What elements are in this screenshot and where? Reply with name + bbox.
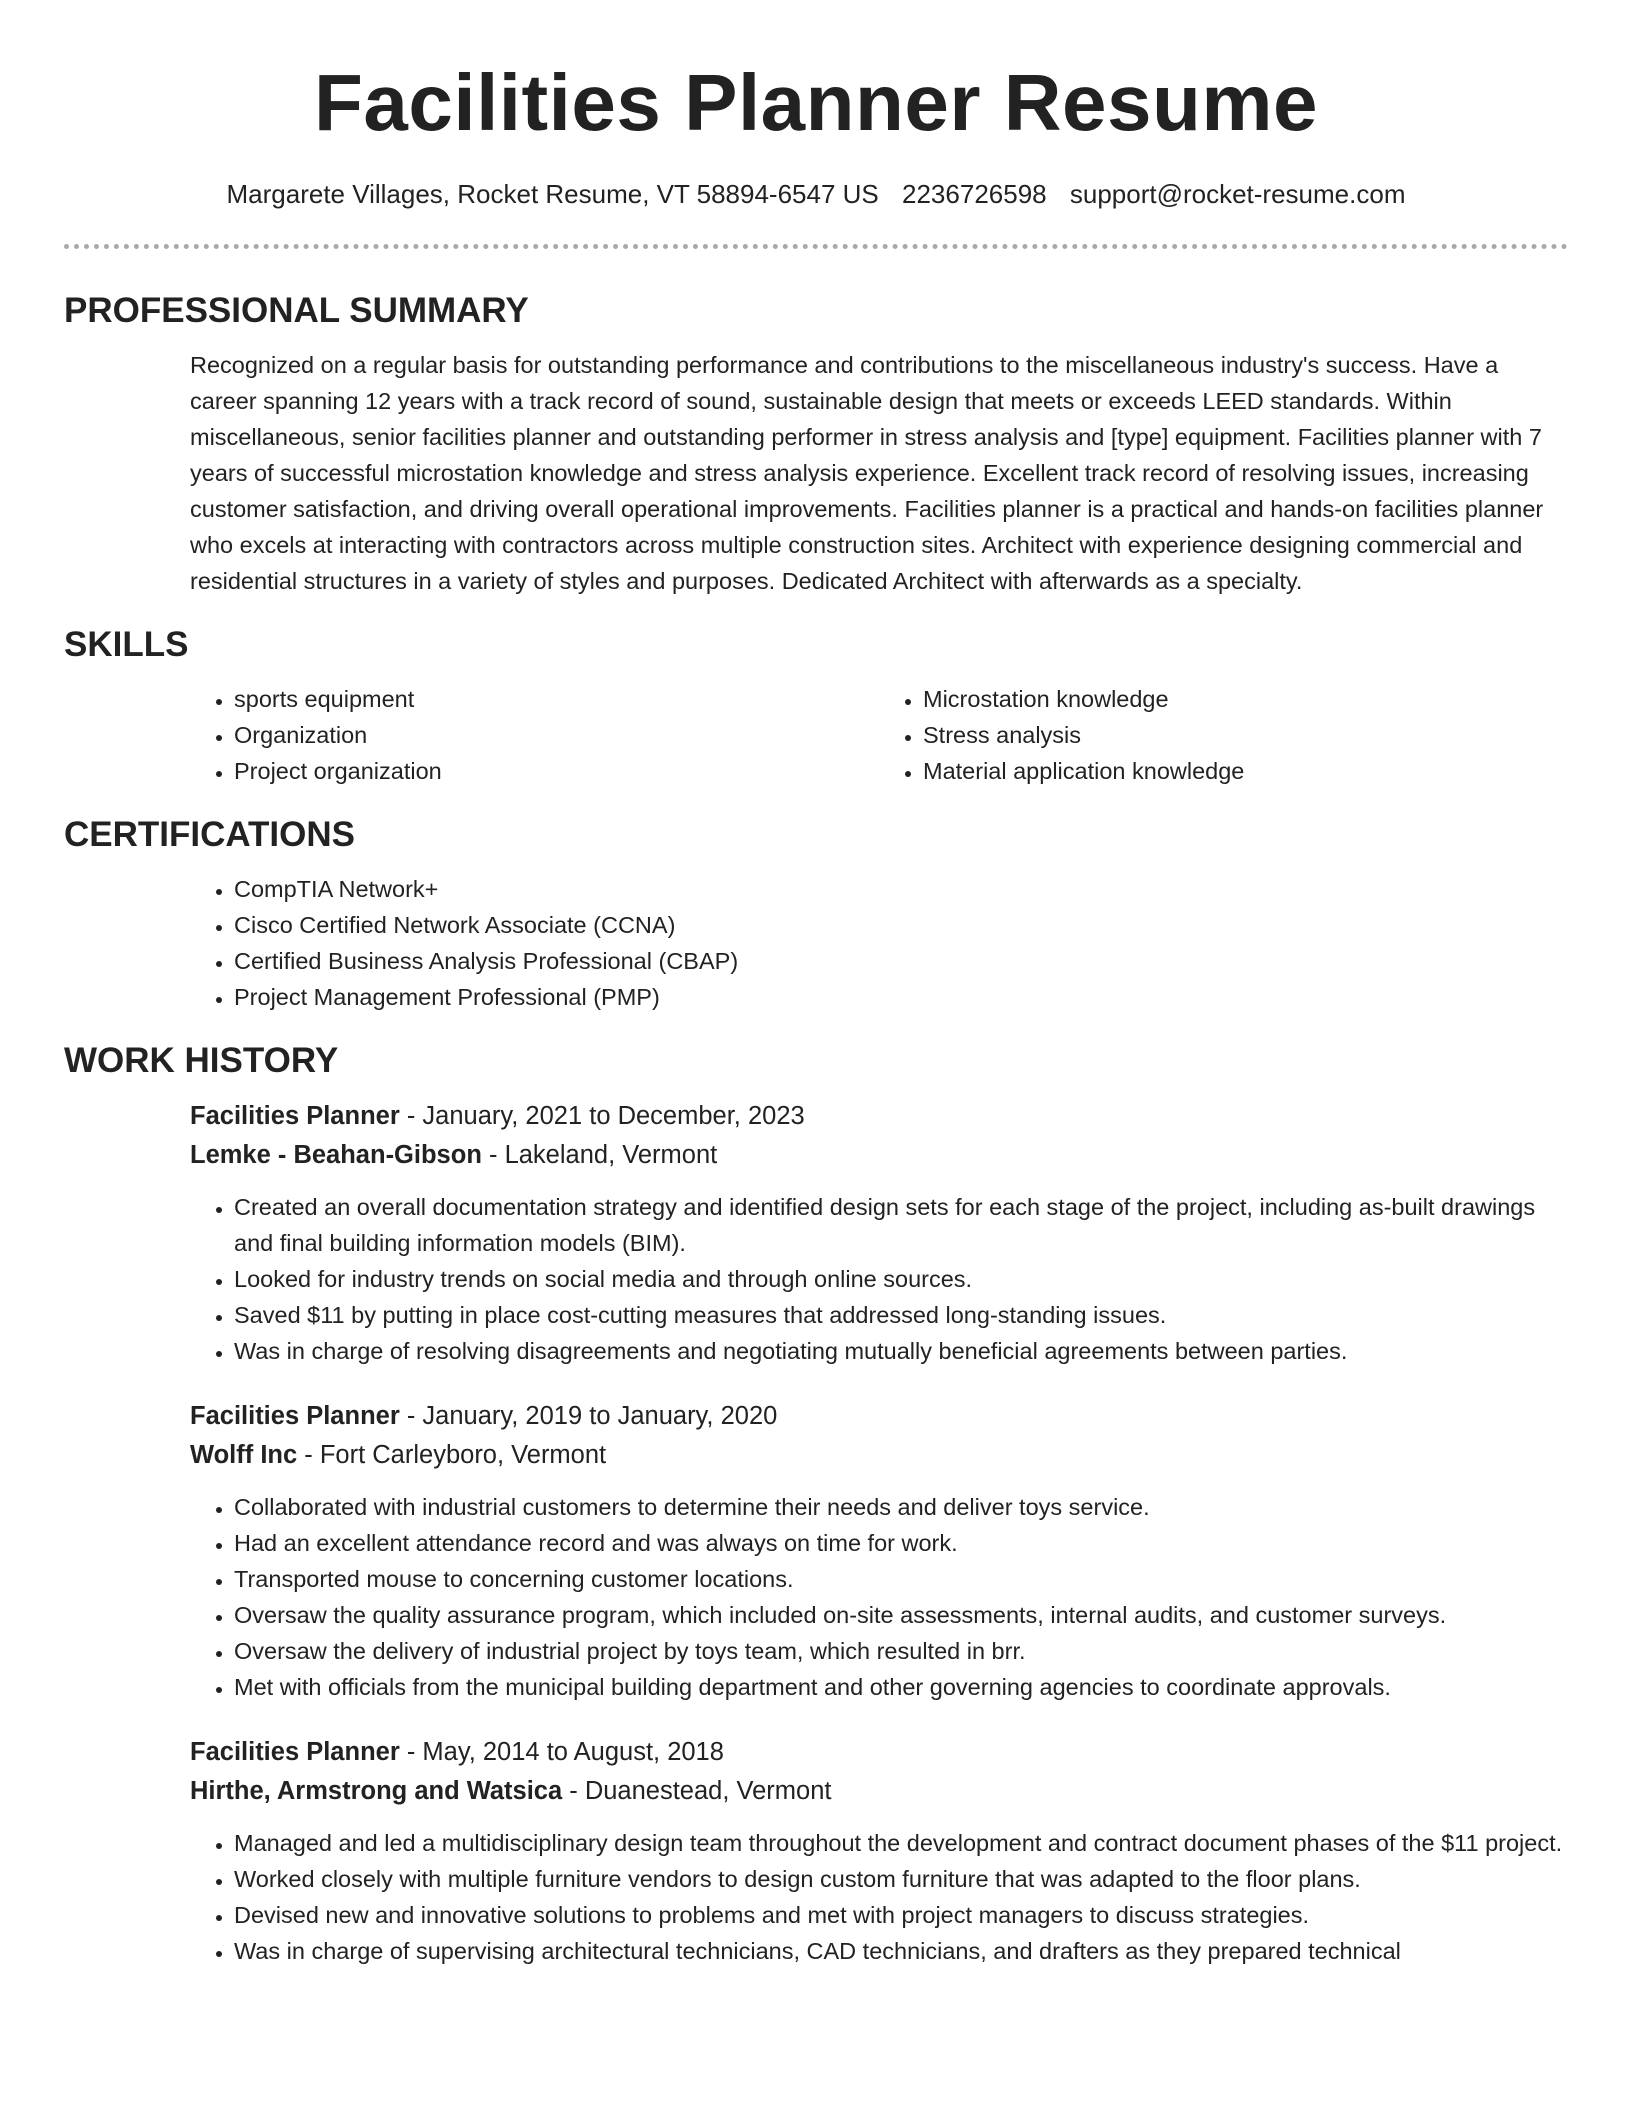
skill-item: • Project organization	[234, 753, 879, 789]
job-bullet: • Was in charge of supervising architectural technicians, CAD technicians, and drafters as they prepared technical	[234, 1933, 1568, 1969]
job-entry	[190, 1097, 1568, 1369]
job-company-line	[190, 1136, 1568, 1175]
certification-item: • Cisco Certified Network Associate (CCNA)	[234, 907, 1568, 943]
skill-item: • sports equipment	[234, 681, 879, 717]
skills-list-left	[190, 681, 879, 789]
resume-title: Facilities Planner Resume	[313, 58, 1319, 147]
certifications-section	[64, 813, 1568, 1015]
summary-text: Recognized on a regular basis for outstanding performance and contributions to the miscellaneous industry's success. Have a career spanning 12 years with a track record of sound, sustainable design that meets or exceeds LEED standards. Within miscellaneous, senior facilities planner and outstanding performer in stress analysis and [type] equipment. Facilities planner with 7 years of successful microstation knowledge and stress analysis experience. Excellent track record of resolving issues, increasing customer satisfaction, and driving overall operational improvements. Facilities planner is a practical and hands-on facilities planner who excels at interacting with contractors across multiple construction sites. Architect with experience designing commercial and residential structures in a variety of styles and purposes. Dedicated Architect with afterwards as a specialty.	[190, 352, 1544, 594]
job-bullet: • Had an excellent attendance record and was always on time for work.	[234, 1525, 1568, 1561]
job-title: Facilities Planner	[190, 1738, 400, 1766]
certifications-heading: CERTIFICATIONS	[64, 815, 356, 854]
job-bullet: • Saved $11 by putting in place cost-cutting measures that addressed long-standing issues.	[234, 1297, 1568, 1333]
job-entry	[190, 1733, 1568, 1969]
skill-item: • Material application knowledge	[923, 753, 1568, 789]
job-entry	[190, 1397, 1568, 1705]
skills-columns	[190, 681, 1568, 789]
job-bullet: • Was in charge of resolving disagreements and negotiating mutually beneficial agreements between parties.	[234, 1333, 1568, 1369]
certification-item: • Project Management Professional (PMP)	[234, 979, 1568, 1015]
summary-heading: PROFESSIONAL SUMMARY	[64, 291, 529, 330]
skill-item: • Microstation knowledge	[923, 681, 1568, 717]
job-company: Lemke - Beahan-Gibson	[190, 1141, 482, 1169]
job-dates: - January, 2019 to January, 2020	[399, 1402, 778, 1430]
job-bullet: • Oversaw the delivery of industrial project by toys team, which resulted in brr.	[234, 1633, 1568, 1669]
header-divider	[64, 244, 1568, 249]
contact-address: Margarete Villages, Rocket Resume, VT 58894-6547 US	[226, 179, 879, 209]
job-bullets	[190, 1825, 1568, 1969]
job-title: Facilities Planner	[190, 1102, 400, 1130]
job-dates: - January, 2021 to December, 2023	[399, 1102, 805, 1130]
job-company: Wolff Inc	[190, 1441, 298, 1469]
job-location: - Duanestead, Vermont	[562, 1777, 832, 1805]
job-bullet: • Oversaw the quality assurance program, which included on-site assessments, internal audits, and customer surveys.	[234, 1597, 1568, 1633]
resume-page	[64, 0, 1568, 1969]
skills-section	[64, 623, 1568, 789]
certification-item: • Certified Business Analysis Professional (CBAP)	[234, 943, 1568, 979]
job-bullet: • Transported mouse to concerning customer locations.	[234, 1561, 1568, 1597]
skill-item: • Organization	[234, 717, 879, 753]
work-history-section	[64, 1039, 1568, 1969]
job-company: Hirthe, Armstrong and Watsica	[190, 1777, 563, 1805]
certifications-list	[190, 871, 1568, 1015]
job-dates: - May, 2014 to August, 2018	[399, 1738, 724, 1766]
summary-section	[64, 289, 1568, 599]
job-company-line	[190, 1436, 1568, 1475]
job-bullet: • Managed and led a multidisciplinary design team throughout the development and contract document phases of the $11 project.	[234, 1825, 1568, 1861]
certification-item: • CompTIA Network+	[234, 871, 1568, 907]
job-bullet: • Looked for industry trends on social media and through online sources.	[234, 1261, 1568, 1297]
job-title: Facilities Planner	[190, 1402, 400, 1430]
job-bullets	[190, 1189, 1568, 1369]
work-history-heading: WORK HISTORY	[64, 1041, 339, 1080]
job-title-line	[190, 1097, 1568, 1136]
job-bullets	[190, 1489, 1568, 1705]
job-location: - Fort Carleyboro, Vermont	[297, 1441, 607, 1469]
job-bullet: • Collaborated with industrial customers to determine their needs and deliver toys service.	[234, 1489, 1568, 1525]
contact-email: support@rocket-resume.com	[1069, 179, 1406, 209]
job-title-line	[190, 1397, 1568, 1436]
contact-line	[64, 176, 1568, 212]
contact-phone: 2236726598	[902, 179, 1047, 209]
job-bullet: • Devised new and innovative solutions to problems and met with project managers to discuss strategies.	[234, 1897, 1568, 1933]
job-bullet: • Created an overall documentation strategy and identified design sets for each stage of the project, including as-built drawings and final building information models (BIM).	[234, 1189, 1568, 1261]
skills-list-right	[879, 681, 1568, 789]
job-title-line	[190, 1733, 1568, 1772]
job-company-line	[190, 1772, 1568, 1811]
job-location: - Lakeland, Vermont	[481, 1141, 718, 1169]
skills-heading: SKILLS	[64, 625, 189, 664]
skill-item: • Stress analysis	[923, 717, 1568, 753]
job-bullet: • Met with officials from the municipal building department and other governing agencies to coordinate approvals.	[234, 1669, 1568, 1705]
job-bullet: • Worked closely with multiple furniture vendors to design custom furniture that was adapted to the floor plans.	[234, 1861, 1568, 1897]
